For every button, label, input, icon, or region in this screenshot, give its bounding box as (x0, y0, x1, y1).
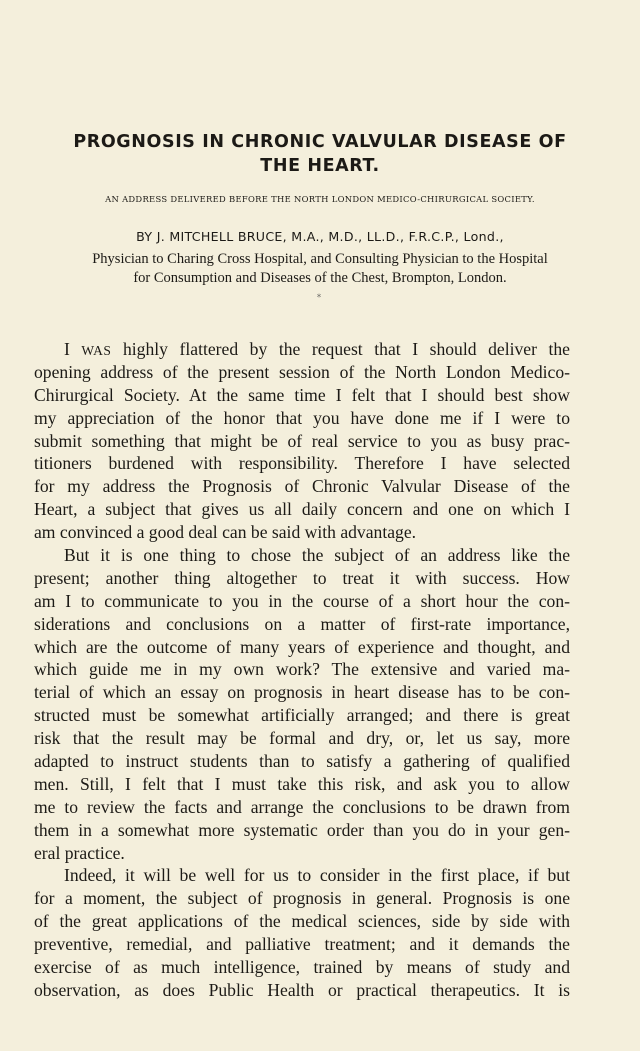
body-line: observation, as does Public Health or practical therapeutics. It is (34, 979, 570, 1000)
body-line: for a moment, the subject of prognosis in general. Prognosis is one (34, 888, 570, 909)
body-line: present; another thing altogether to treat it with success. How (34, 567, 570, 588)
body-line: terial of which an essay on prognosis in heart disease has to be con- (34, 682, 570, 703)
body-line: them in a somewhat more systematic order than you do in your gen- (34, 819, 570, 840)
body-line: of the great applications of the medical sciences, side by side with (34, 911, 570, 932)
body-line: for my address the Prognosis of Chronic Valvular Disease of the (34, 476, 570, 497)
body-line: which guide me in my own work? The extensive and varied ma- (34, 659, 570, 680)
body-line: opening address of the present session of the North London Medico- (34, 361, 570, 382)
body-line: Chirurgical Society. At the same time I felt that I should best show (34, 384, 570, 405)
body-line: me to review the facts and arrange the conclusions to be drawn from (34, 796, 570, 817)
title-line-2: THE HEART. (260, 156, 380, 176)
author-affiliation (30, 250, 610, 288)
body-line: am convinced a good deal can be said with advantage. (34, 522, 417, 543)
author-byline: BY J. MITCHELL BRUCE, M.A., M.D., LL.D., F.R.C.P., Lond., (136, 229, 504, 244)
affiliation-line-2: for Consumption and Diseases of the Chest, Brompton, London. (133, 270, 507, 286)
body-line: risk that the result may be formal and dry, or, let us say, more (34, 728, 570, 749)
body-text (34, 338, 570, 1002)
dropcap-smallcaps: WAS (81, 343, 112, 358)
separator-ornament: * (316, 293, 322, 303)
body-line: men. Still, I felt that I must take this risk, and ask you to allow (34, 773, 570, 794)
body-line-text: highly flattered by the request that I should deliver the (111, 339, 570, 359)
body-line: exercise of as much intelligence, trained by means of study and (34, 957, 570, 978)
address-subtitle: AN ADDRESS DELIVERED BEFORE THE NORTH LONDON MEDICO-CHIRURGICAL SOCIETY. (105, 194, 535, 204)
dropcap: I (64, 339, 70, 359)
title-line-1: PROGNOSIS IN CHRONIC VALVULAR DISEASE OF (73, 132, 567, 152)
body-line: which are the outcome of many years of experience and thought, and (34, 636, 570, 657)
body-line: structed must be somewhat artificially arranged; and there is great (34, 705, 570, 726)
body-line: titioners burdened with responsibility. Therefore I have selected (34, 453, 570, 474)
body-line: eral practice. (34, 842, 125, 863)
body-line: Heart, a subject that gives us all daily concern and one on which I (34, 499, 570, 520)
body-line: am I to communicate to you in the course of a short hour the con- (34, 590, 570, 611)
body-line: But it is one thing to chose the subject of an address like the (64, 545, 570, 566)
body-line: my appreciation of the honor that you have done me if I were to (34, 407, 570, 428)
body-line: siderations and conclusions on a matter of first-rate importance, (34, 613, 570, 634)
article-title (30, 130, 610, 178)
affiliation-line-1: Physician to Charing Cross Hospital, and Consulting Physician to the Hospital (92, 251, 548, 267)
body-line: Indeed, it will be well for us to consider in the first place, if but (64, 865, 570, 886)
body-line: submit something that might be of real service to you as busy prac- (34, 430, 570, 451)
body-line: adapted to instruct students than to satisfy a gathering of qualified (34, 751, 570, 772)
body-line (34, 338, 570, 361)
body-line: preventive, remedial, and palliative treatment; and it demands the (34, 934, 570, 955)
